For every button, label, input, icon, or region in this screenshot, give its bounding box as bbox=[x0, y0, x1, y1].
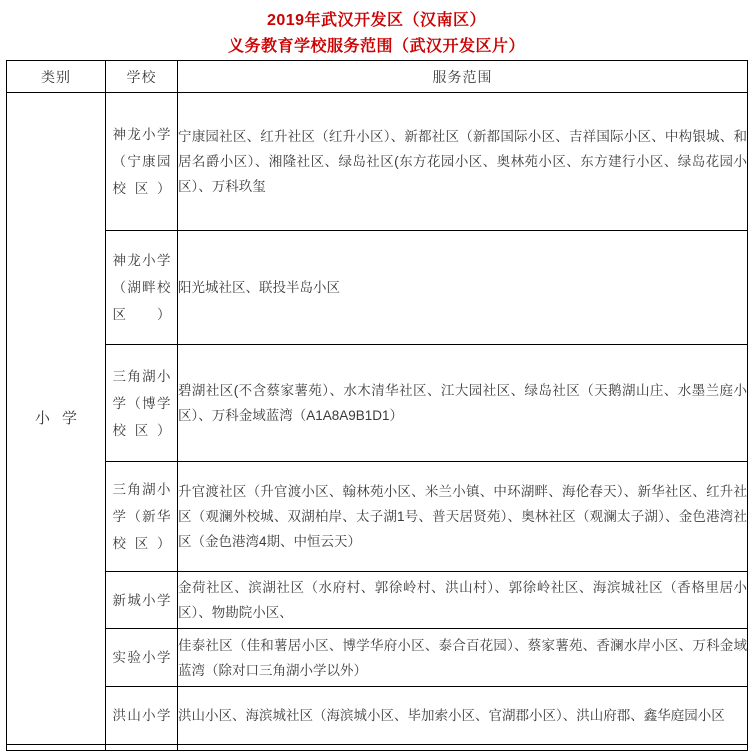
category-label-stack bbox=[35, 402, 77, 436]
table-row bbox=[7, 93, 748, 231]
column-header-school: 学校 bbox=[106, 61, 178, 93]
service-range-text: 宁康园社区、红升社区（红升小区）、新都社区（新都国际小区、吉祥国际小区、中构银城、和居名爵小区）、湘隆社区、绿岛社区(东方花园小区、奥林苑小区、东方建行小区、绿岛花园小区）、万科玖玺 bbox=[178, 129, 747, 194]
school-name-text: 三角湖小学（新华校区） bbox=[112, 482, 171, 551]
page-title-line-1: 2019年武汉开发区（汉南区） bbox=[266, 12, 487, 29]
service-range-cell bbox=[178, 93, 748, 231]
column-header-range: 服务范围 bbox=[178, 61, 748, 93]
table-header-row bbox=[7, 61, 748, 93]
school-name-text: 神龙小学（湖畔校区） bbox=[112, 253, 171, 322]
table-row bbox=[7, 462, 748, 572]
table-row bbox=[7, 572, 748, 629]
table-row-clipped bbox=[7, 745, 748, 751]
school-name-cell bbox=[106, 462, 178, 572]
service-range-text: 洪山小区、海滨城社区（海滨城小区、毕加索小区、官湖郡小区）、洪山府郡、鑫华庭园小区 bbox=[178, 708, 725, 723]
column-header-category: 类别 bbox=[7, 61, 106, 93]
service-range-cell bbox=[178, 572, 748, 629]
page-title-line-2: 义务教育学校服务范围（武汉开发区片） bbox=[227, 38, 525, 55]
service-range-text: 碧湖社区(不含蔡家薯苑）、水木清华社区、江大园社区、绿岛社区（天鹅湖山庄、水墨兰庭小区）、万科金域蓝湾（A1A8A9B1D1） bbox=[178, 383, 747, 423]
service-range-table bbox=[6, 60, 748, 751]
service-range-cell bbox=[178, 462, 748, 572]
table-container bbox=[0, 60, 753, 751]
service-range-cell bbox=[178, 345, 748, 462]
service-range-cell bbox=[178, 687, 748, 745]
service-range-text: 佳泰社区（佳和薯居小区、博学华府小区、泰合百花园）、蔡家薯苑、香澜水岸小区、万科金域蓝湾（除对口三角湖小学以外） bbox=[178, 637, 747, 678]
category-cell-primary-school bbox=[7, 93, 106, 745]
service-range-cell bbox=[178, 231, 748, 345]
category-label-char-1: 小 bbox=[35, 409, 51, 427]
table-row bbox=[7, 629, 748, 687]
service-range-text: 金荷社区、滨湖社区（水府村、郭徐岭村、洪山村）、郭徐岭社区、海滨城社区（香格里居小区）、物勘院小区、 bbox=[178, 580, 747, 620]
school-name-cell bbox=[106, 687, 178, 745]
category-cell-clipped bbox=[7, 745, 106, 751]
school-name-text: 洪山小学 bbox=[112, 708, 171, 723]
school-name-text: 三角湖小学（博学校区） bbox=[112, 368, 171, 438]
service-range-text: 阳光城社区、联投半岛小区 bbox=[178, 280, 340, 295]
school-name-cell bbox=[106, 345, 178, 462]
school-name-cell bbox=[106, 629, 178, 687]
school-name-text: 新城小学 bbox=[112, 592, 171, 608]
school-name-text: 神龙小学（宁康园校区） bbox=[112, 127, 171, 196]
table-row bbox=[7, 687, 748, 745]
service-range-cell bbox=[178, 629, 748, 687]
school-name-text: 实验小学 bbox=[112, 650, 171, 665]
school-name-cell-clipped bbox=[106, 745, 178, 751]
service-range-cell-clipped bbox=[178, 745, 748, 751]
category-label-char-2: 学 bbox=[61, 409, 77, 427]
table-body bbox=[7, 93, 748, 751]
document-title-block bbox=[0, 0, 753, 60]
table-row bbox=[7, 345, 748, 462]
table-row bbox=[7, 231, 748, 345]
school-name-cell bbox=[106, 572, 178, 629]
school-name-cell bbox=[106, 231, 178, 345]
service-range-text: 升官渡社区（升官渡小区、翰林苑小区、米兰小镇、中环湖畔、海伦春天）、新华社区、红升社区（观澜外校城、双湖柏岸、太子湖1号、普天居贤苑）、奥林社区（观澜太子湖）、金色港湾社区（金色港湾4期、中恒云天） bbox=[178, 484, 747, 549]
school-name-cell bbox=[106, 93, 178, 231]
